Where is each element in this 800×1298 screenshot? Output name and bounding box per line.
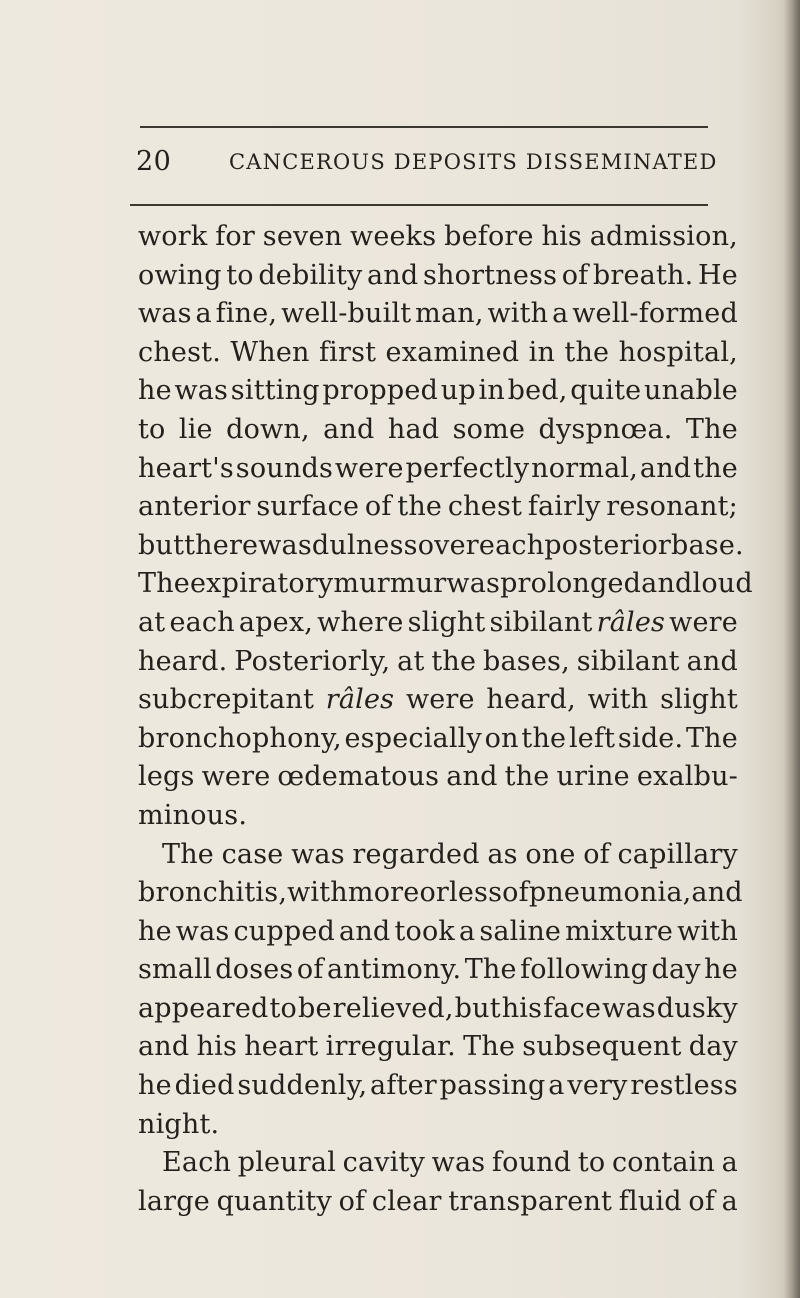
word: chest.: [138, 336, 221, 368]
word: The: [464, 954, 517, 986]
word: debility: [258, 259, 363, 291]
word: bed,: [507, 375, 568, 407]
word: The: [685, 722, 738, 754]
word: heart: [244, 1031, 319, 1063]
text-line: [138, 488, 738, 527]
word: œdematous: [277, 761, 440, 793]
text-line: [138, 874, 743, 913]
word: owing: [138, 259, 222, 291]
word: a: [548, 1070, 565, 1102]
word: Each: [162, 1147, 232, 1179]
word: he: [138, 1070, 172, 1102]
word: or: [419, 877, 450, 909]
word: and: [639, 452, 692, 484]
word: one: [525, 838, 576, 870]
word: his: [196, 1031, 238, 1063]
word: the: [397, 491, 443, 523]
word: but: [138, 529, 185, 561]
page-header: [136, 146, 736, 186]
word: râles: [325, 684, 395, 716]
word: at: [138, 606, 166, 638]
word: and: [686, 645, 738, 677]
word: were: [669, 606, 738, 638]
word: posterior: [544, 529, 672, 561]
word: breath.: [592, 259, 694, 291]
word: admission,: [589, 221, 738, 252]
text-line: [138, 411, 738, 450]
word: was: [602, 992, 656, 1024]
word: seven: [262, 221, 343, 252]
word: sounds: [235, 452, 333, 484]
text-line: [138, 450, 738, 489]
text-line: [138, 1106, 738, 1145]
word: was: [431, 1147, 486, 1179]
running-head: CANCEROUS DEPOSITS DISSEMINATED: [229, 150, 718, 174]
word: to: [138, 413, 166, 445]
word: normal,: [531, 452, 639, 484]
word: a: [721, 1147, 738, 1179]
word: cupped: [233, 915, 336, 947]
word: Posteriorly,: [234, 645, 391, 677]
word: the: [564, 336, 610, 368]
word: fine,: [215, 298, 278, 330]
text-line: [138, 836, 738, 875]
word: The: [463, 1031, 516, 1063]
word: of: [364, 491, 392, 523]
word: dyspnœa.: [538, 413, 673, 445]
word: weeks: [350, 221, 437, 252]
word: he: [138, 915, 172, 947]
word: small: [138, 954, 212, 986]
word: to: [269, 992, 297, 1024]
word: as: [487, 838, 518, 870]
word: side.: [617, 722, 684, 754]
text-line: [138, 1183, 738, 1222]
word: was: [174, 375, 229, 407]
word: of: [561, 259, 589, 291]
word: antimony.: [326, 954, 462, 986]
word: clear: [371, 1185, 442, 1217]
word: râles: [596, 606, 666, 638]
word: was: [291, 838, 345, 870]
word: day: [688, 1031, 738, 1063]
word: died: [174, 1070, 235, 1102]
word: anterior: [138, 491, 251, 523]
word: a: [458, 915, 476, 947]
word: regarded: [352, 838, 480, 870]
word: was: [258, 529, 312, 561]
word: with: [287, 877, 348, 909]
word: with: [587, 684, 649, 716]
text-line: [138, 295, 738, 334]
header-rule-bottom: [130, 204, 708, 206]
word: a: [195, 298, 212, 330]
word: his: [501, 992, 543, 1024]
word: murmur: [333, 568, 447, 600]
word: apex,: [238, 606, 314, 638]
text-line: [138, 527, 744, 566]
word: each: [169, 606, 235, 638]
text-line: [138, 758, 738, 797]
text-line: [138, 334, 738, 373]
word: dulness: [311, 529, 418, 561]
word: with: [487, 298, 549, 330]
text-line: [138, 218, 738, 257]
page-edge-shadow: [784, 0, 800, 1298]
word: and: [691, 877, 743, 909]
word: of: [338, 1185, 366, 1217]
word: passing: [439, 1070, 546, 1102]
word: up: [440, 375, 476, 407]
text-line: [138, 681, 738, 720]
word: and: [446, 761, 498, 793]
header-rule-top: [140, 126, 708, 128]
word: he: [138, 375, 172, 407]
word: exalbu-: [636, 761, 738, 793]
word: some: [452, 413, 526, 445]
word: cavity: [342, 1147, 426, 1179]
word: pneumonia,: [528, 877, 692, 909]
word: sibilant: [489, 606, 593, 638]
word: the: [693, 452, 738, 484]
word: heard,: [486, 684, 576, 716]
word: and: [339, 915, 391, 947]
word: subsequent: [522, 1031, 682, 1063]
word: each: [478, 529, 545, 561]
word: pleural: [237, 1147, 337, 1179]
text-line: [138, 604, 738, 643]
word: were: [405, 684, 475, 716]
word: appeared: [138, 992, 269, 1024]
word: the: [504, 761, 550, 793]
word: left: [568, 722, 616, 754]
word: heard.: [138, 645, 228, 677]
word: and: [367, 259, 419, 291]
word: prolonged: [500, 568, 642, 600]
word: bases,: [483, 645, 570, 677]
text-line: [138, 720, 738, 759]
word: day: [651, 954, 701, 986]
word: lie: [178, 413, 213, 445]
word: of: [296, 954, 324, 986]
word: had: [387, 413, 440, 445]
word: transparent: [448, 1185, 613, 1217]
text-line: [138, 1067, 738, 1106]
word: following: [520, 954, 649, 986]
word: subcrepitant: [138, 684, 315, 716]
word: The: [162, 838, 214, 870]
word: on: [484, 722, 519, 754]
page-number: 20: [136, 146, 172, 177]
word: legs: [138, 761, 195, 793]
text-line: [138, 913, 738, 952]
text-line: [138, 257, 738, 296]
text-line: [138, 372, 738, 411]
word: to: [226, 259, 254, 291]
word: was: [175, 915, 230, 947]
word: but: [454, 992, 501, 1024]
word: work: [138, 221, 208, 252]
word: of: [583, 838, 610, 870]
word: surface: [256, 491, 360, 523]
word: sitting: [230, 375, 320, 407]
word: for: [215, 221, 255, 252]
word: was: [138, 298, 192, 330]
word: there: [184, 529, 259, 561]
word: he: [704, 954, 738, 986]
word: found: [491, 1147, 572, 1179]
word: well-formed: [572, 298, 738, 330]
word: were: [201, 761, 271, 793]
word: and: [323, 413, 375, 445]
word: before: [444, 221, 534, 252]
word: doses: [215, 954, 294, 986]
word: quantity: [216, 1185, 332, 1217]
word: over: [417, 529, 479, 561]
word: man,: [415, 298, 484, 330]
word: very: [567, 1070, 628, 1102]
word: less: [449, 877, 503, 909]
word: relieved,: [332, 992, 454, 1024]
word: base.: [671, 529, 744, 561]
text-line: [138, 1028, 738, 1067]
word: propped: [322, 375, 439, 407]
word: slight: [407, 606, 486, 638]
word: in: [528, 336, 556, 368]
word: resonant;: [606, 491, 738, 523]
word: in: [478, 375, 505, 407]
word: of: [502, 877, 529, 909]
word: minous.: [138, 799, 248, 831]
word: his: [541, 221, 582, 252]
word: took: [394, 915, 455, 947]
word: dusky: [656, 992, 738, 1024]
word: bronchitis,: [138, 877, 288, 909]
word: He: [697, 259, 738, 291]
word: perfectly: [405, 452, 530, 484]
word: shortness: [422, 259, 558, 291]
word: slight: [660, 684, 738, 716]
word: to: [577, 1147, 606, 1179]
body-text: [138, 218, 753, 1221]
word: and: [641, 568, 693, 600]
word: after: [370, 1070, 437, 1102]
word: face: [543, 992, 602, 1024]
word: of: [688, 1185, 716, 1217]
word: especially: [344, 722, 482, 754]
word: chest: [447, 491, 523, 523]
word: The: [685, 413, 738, 445]
word: When: [230, 336, 310, 368]
word: where: [317, 606, 404, 638]
word: loud: [692, 568, 753, 600]
word: well-built: [281, 298, 412, 330]
text-line: [138, 1144, 738, 1183]
word: saline: [479, 915, 562, 947]
word: was: [446, 568, 501, 600]
word: case: [221, 838, 284, 870]
word: The: [138, 568, 190, 600]
word: night.: [138, 1108, 220, 1140]
word: restless: [630, 1070, 738, 1102]
word: contain: [611, 1147, 716, 1179]
word: a: [552, 298, 569, 330]
word: at: [397, 645, 425, 677]
word: more: [347, 877, 420, 909]
word: expiratory: [189, 568, 334, 600]
text-line: [138, 565, 753, 604]
word: mixture: [565, 915, 674, 947]
word: examined: [385, 336, 520, 368]
word: were: [334, 452, 404, 484]
word: urine: [556, 761, 630, 793]
word: down,: [226, 413, 310, 445]
text-line: [138, 951, 738, 990]
word: irregular.: [325, 1031, 456, 1063]
text-line: [138, 643, 738, 682]
text-line: [138, 990, 738, 1029]
word: hospital,: [618, 336, 738, 368]
word: be: [297, 992, 332, 1024]
word: and: [138, 1031, 190, 1063]
word: fluid: [618, 1185, 682, 1217]
word: first: [318, 336, 377, 368]
word: fairly: [527, 491, 601, 523]
word: quite: [570, 375, 642, 407]
word: heart's: [138, 452, 234, 484]
word: with: [677, 915, 738, 947]
word: suddenly,: [237, 1070, 368, 1102]
word: capillary: [617, 838, 738, 870]
word: unable: [644, 375, 738, 407]
word: the: [521, 722, 567, 754]
word: large: [138, 1185, 210, 1217]
word: a: [721, 1185, 738, 1217]
word: sibilant: [576, 645, 680, 677]
word: bronchophony,: [138, 722, 342, 754]
text-line: [138, 797, 738, 836]
word: the: [431, 645, 477, 677]
